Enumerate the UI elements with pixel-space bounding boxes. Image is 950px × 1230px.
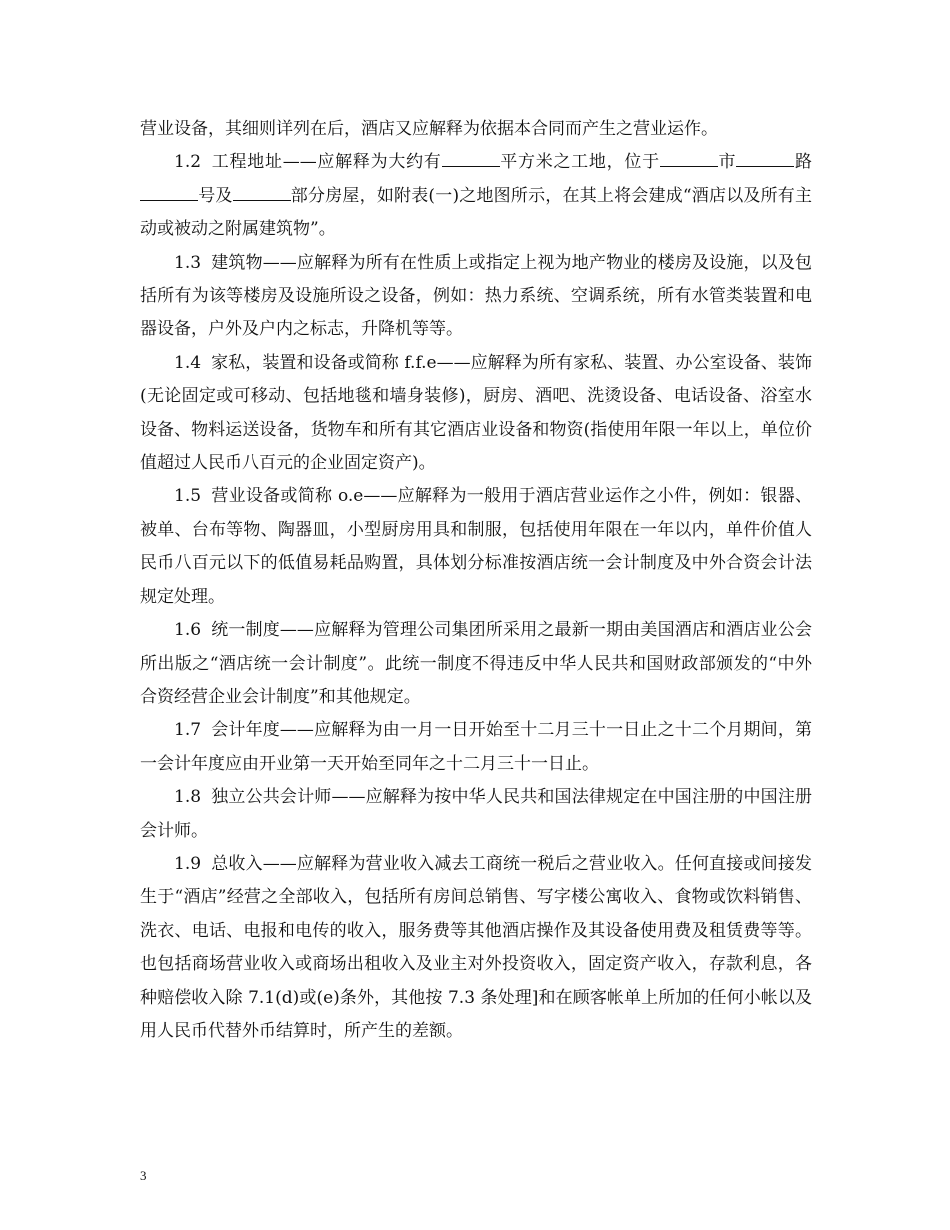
clause-text: 会计年度——应解释为由一月一日开始至十二月三十一日止之十二个月期间，第一会计年度应由开业第一天开始至同年之十二月三十一日止。	[140, 720, 812, 774]
clause-text: 独立公共会计师——应解释为按中华人民共和国法律规定在中国注册的中国注册会计师。	[140, 787, 812, 841]
clause-1-4	[140, 347, 812, 481]
clause-1-7	[140, 714, 812, 781]
intro-paragraph: 营业设备，其细则详列在后，酒店又应解释为依据本合同而产生之营业运作。	[140, 119, 718, 139]
fill-blank	[140, 186, 198, 201]
clause-text-part: 路	[794, 152, 813, 173]
clause-text-part: 平方米之工地，位于	[499, 152, 660, 173]
clause-text: 总收入——应解释为营业收入减去工商统一税后之营业收入。任何直接或间接发生于“酒店”经营之全部收入，包括所有房间总销售、写字楼公寓收入、食物或饮料销售、洗衣、电话、电报和电传的收入，服务费等其他酒店操作及其设备使用费及租赁费等等。也包括商场营业收入或商场出租收入及业主对外投资收入，固定资产收入，存款利息，各种赔偿收入除 7.1(d)或(e)条外，其他按 7.3 条处理]和在顾客帐单上所加的任何小帐以及用人民币代替外币结算时，所产生的差额。	[140, 853, 812, 1041]
clause-text: 营业设备或简称 o.e——应解释为一般用于酒店营业运作之小件，例如：银器、被单、台布等物、陶器皿，小型厨房用具和制服，包括使用年限在一年以内，单件价值人民币八百元以下的低值易耗品购置，具体划分标准按酒店统一会计制度及中外合资会计法规定处理。	[140, 486, 812, 607]
clause-1-6	[140, 614, 812, 714]
clause-text: 建筑物——应解释为所有在性质上或指定上视为地产物业的楼房及设施，以及包括所有为该等楼房及设施所设之设备，例如：热力系统、空调系统，所有水管类装置和电器设备，户外及户内之标志，升降机等等。	[140, 252, 812, 340]
clause-text-part: 市	[717, 152, 737, 173]
clause-text-part: 部分房屋，如附表(一)之地图所示，在其上将会建成“酒店以及所有主动或被动之附属建筑物”。	[140, 185, 812, 240]
clause-number: 1.6	[174, 620, 202, 641]
document-body	[140, 113, 812, 1048]
clause-1-9	[140, 848, 812, 1048]
clause-text: 家私，装置和设备或简称 f.f.e——应解释为所有家私、装置、办公室设备、装饰(无论固定或可移动、包括地毯和墙身装修)，厨房、酒吧、洗烫设备、电话设备、浴室水设备、物料运送设备，货物车和所有其它酒店业设备和物资(指使用年限一年以上，单位价值超过人民币八百元的企业固定资产)。	[140, 352, 812, 474]
clause-1-3	[140, 247, 812, 347]
clause-text: 统一制度——应解释为管理公司集团所采用之最新一期由美国酒店和酒店业公会所出版之“酒店统一会计制度”。此统一制度不得违反中华人民共和国财政部颁发的“中外合资经营企业会计制度”和其他规定。	[140, 620, 812, 707]
fill-blank	[660, 152, 718, 167]
clause-number: 1.5	[174, 486, 202, 507]
fill-blank	[736, 152, 794, 167]
clause-text-part: 号及	[198, 185, 233, 206]
clause-1-8	[140, 781, 812, 848]
clause-text-part: 工程地址——应解释为大约有	[211, 152, 442, 173]
clause-number: 1.2	[174, 152, 202, 173]
clause-number: 1.3	[174, 252, 202, 273]
fill-blank	[233, 186, 291, 201]
clause-number: 1.8	[174, 787, 202, 808]
page-number: 3	[140, 1168, 147, 1183]
fill-blank	[442, 152, 500, 167]
clause-1-2	[140, 146, 812, 246]
clause-number: 1.7	[174, 720, 202, 741]
clause-1-5	[140, 480, 812, 614]
clause-number: 1.4	[174, 352, 202, 373]
clause-number: 1.9	[174, 853, 202, 874]
